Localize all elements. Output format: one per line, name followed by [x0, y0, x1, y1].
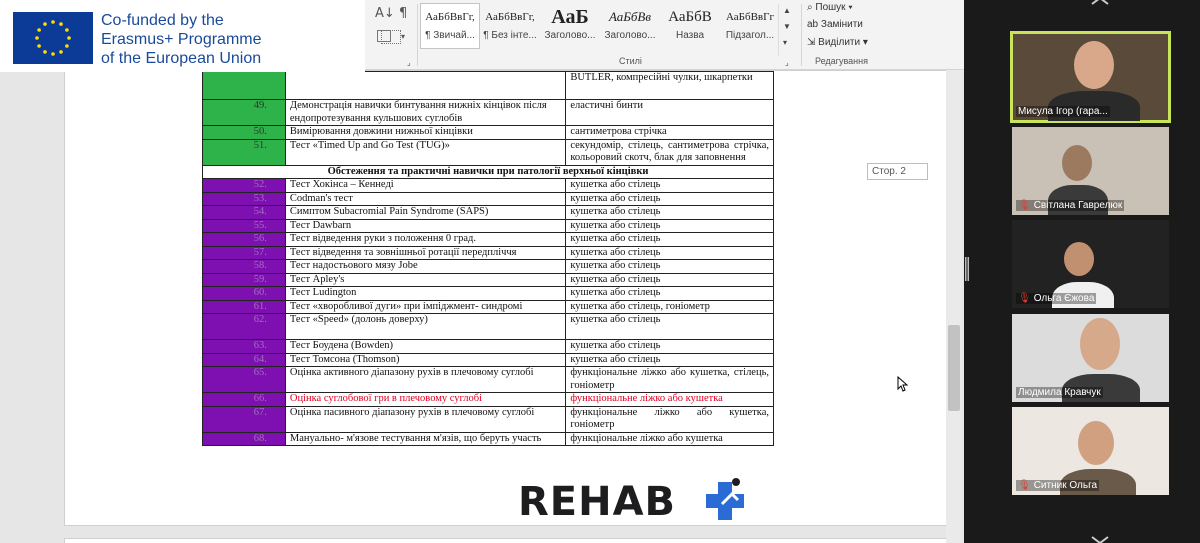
row-number: [203, 72, 286, 100]
style-preset[interactable]: [721, 4, 779, 48]
equipment: кушетка або стілець: [566, 246, 774, 260]
eu-star-icon: [65, 44, 69, 48]
table-row: [203, 233, 774, 247]
test-name: Тест Ludington: [285, 287, 565, 301]
test-name: Codman's тест: [285, 192, 565, 206]
style-preset[interactable]: [601, 4, 659, 48]
eu-star-icon: [43, 50, 47, 54]
editing-group-label: Редагування: [815, 56, 868, 66]
chevron-down-icon[interactable]: ▾: [401, 32, 406, 41]
participant-video-tile[interactable]: [1012, 314, 1169, 402]
test-name: Оцінка активного діапазону рухів в плечовому суглобі: [285, 367, 565, 393]
section-header-row: [203, 165, 774, 179]
test-name: Тест Хокінса – Кеннеді: [285, 179, 565, 193]
equipment: кушетка або стілець: [566, 260, 774, 274]
row-number: 64.: [203, 353, 286, 367]
equipment: кушетка або стілець: [566, 273, 774, 287]
table-row: [203, 432, 774, 446]
equipment: функціональне ліжко або кушетка: [566, 393, 774, 407]
test-name: Тест відведення та зовнішньої ротації передпліччя: [285, 246, 565, 260]
table-row: [203, 219, 774, 233]
erasmus-line: Erasmus+ Programme: [101, 31, 262, 48]
participant-face: [1062, 145, 1092, 181]
equipment: кушетка або стілець: [566, 192, 774, 206]
equipment: функціональне ліжко або кушетка, гоніометр: [566, 406, 774, 432]
eu-star-icon: [37, 44, 41, 48]
table-row: [203, 367, 774, 393]
table-row: [203, 273, 774, 287]
styles-scroll[interactable]: [778, 4, 796, 56]
row-number: 53.: [203, 192, 286, 206]
page-indicator: Стор. 2: [867, 163, 928, 180]
equipment: функціональне ліжко або кушетка: [566, 432, 774, 446]
muted-microphone-icon: 🎙: [1018, 293, 1031, 304]
style-sample: АаБбВ: [668, 9, 712, 25]
row-number: 54.: [203, 206, 286, 220]
row-number: 67.: [203, 406, 286, 432]
style-label: ¶ Звичай...: [425, 30, 475, 41]
style-sample: АаБбВв: [608, 9, 652, 24]
participant-name-label: [1016, 106, 1110, 117]
select-button[interactable]: ⇲ Виділити ▾: [807, 37, 868, 48]
eu-star-icon: [37, 28, 41, 32]
row-number: 52.: [203, 179, 286, 193]
row-number: 66.: [203, 393, 286, 407]
participant-name: Мисула Ігор (гара...: [1018, 106, 1108, 117]
participant-name-label: [1016, 293, 1096, 304]
erasmus-text: [101, 11, 361, 68]
row-number: 57.: [203, 246, 286, 260]
table-row: [203, 126, 774, 140]
next-page: [64, 538, 950, 543]
pilcrow-icon[interactable]: ¶: [399, 6, 408, 21]
equipment: кушетка або стілець, гоніометр: [566, 300, 774, 314]
test-name: Тест Dawbarn: [285, 219, 565, 233]
eu-star-icon: [35, 36, 39, 40]
scroll-thumb[interactable]: [948, 325, 960, 411]
participant-name: Людмила Кравчук: [1018, 387, 1101, 398]
equipment: еластичні бинти: [566, 100, 774, 126]
table-row: [203, 393, 774, 407]
participant-video-tile[interactable]: [1012, 407, 1169, 495]
row-number: 59.: [203, 273, 286, 287]
participant-name-label: [1016, 480, 1099, 491]
table-row: [203, 406, 774, 432]
table-row: [203, 100, 774, 126]
style-label: Заголово...: [544, 30, 596, 41]
style-sample: АаБбВвГг: [726, 11, 774, 23]
equipment: кушетка або стілець: [566, 179, 774, 193]
test-name: [285, 72, 565, 100]
borders-icon[interactable]: [381, 30, 401, 44]
mouse-cursor-icon: [897, 376, 909, 392]
style-label: Назва: [675, 30, 705, 41]
equipment: кушетка або стілець: [566, 314, 774, 340]
equipment: BUTLER, компресійні чулки, шкарпетки: [566, 72, 774, 100]
participant-video-tile[interactable]: [1012, 127, 1169, 215]
style-label: Заголово...: [604, 30, 656, 41]
rehab-logo-text: REHAB: [518, 479, 677, 525]
table-row: [203, 206, 774, 220]
equipment: кушетка або стілець: [566, 233, 774, 247]
test-name: Демонстрація навички бинтування нижніх кінцівок після ендопротезування кульшових суглобів: [285, 100, 565, 126]
word-ribbon: [365, 0, 964, 70]
table-row: [203, 340, 774, 354]
eu-star-icon: [43, 22, 47, 26]
style-sample: АаБбВвГг,: [425, 11, 475, 23]
eu-star-icon: [67, 36, 71, 40]
table-row: [203, 246, 774, 260]
sort-icon[interactable]: A↓: [375, 6, 395, 21]
scroll-up-icon[interactable]: ▲: [783, 6, 791, 15]
participant-face: [1064, 242, 1094, 276]
dialog-launcher-icon[interactable]: ⌟: [407, 58, 411, 67]
table-row: [203, 179, 774, 193]
row-number: 65.: [203, 367, 286, 393]
test-name: Оцінка пасивного діапазону рухів в плечовому суглобі: [285, 406, 565, 432]
eu-star-icon: [51, 52, 55, 56]
vertical-scrollbar[interactable]: [946, 0, 962, 543]
row-number: 49.: [203, 100, 286, 126]
styles-group-label: Стилі: [619, 56, 642, 66]
participant-face: [1078, 421, 1114, 465]
participant-name: Ситник Ольга: [1033, 480, 1098, 491]
replace-icon: ab: [807, 19, 821, 30]
row-number: 60.: [203, 287, 286, 301]
equipment: сантиметрова стрічка: [566, 126, 774, 140]
rehab-logo-icon: [700, 472, 750, 522]
document-table: [202, 71, 774, 446]
participant-name-label: [1016, 387, 1103, 398]
test-name: Оцінка суглобової гри в плечовому суглобі: [285, 393, 565, 407]
style-label: ¶ Без інте...: [483, 30, 537, 41]
section-title: Обстеження та практичні навички при патології верхньої кінцівки: [203, 165, 774, 179]
style-preset[interactable]: [481, 4, 539, 48]
scroll-down-icon[interactable]: ▼: [783, 22, 791, 31]
row-number: 68.: [203, 432, 286, 446]
more-styles-icon[interactable]: ▾: [783, 38, 788, 47]
search-icon: ⌕: [807, 2, 816, 13]
style-sample: АаБбВвГг,: [485, 11, 535, 23]
test-name: Тест Томсона (Thomson): [285, 353, 565, 367]
table-row: [203, 192, 774, 206]
muted-microphone-icon: 🎙: [1018, 200, 1031, 211]
style-preset[interactable]: [421, 4, 479, 48]
test-name: Тест відведення руки з положення 0 град.: [285, 233, 565, 247]
eu-flag-icon: [13, 12, 93, 64]
equipment: кушетка або стілець: [566, 287, 774, 301]
ribbon-divider: [417, 4, 418, 66]
test-name: Тест «Timed Up and Go Test (TUG)»: [285, 139, 565, 165]
panel-splitter-handle[interactable]: [964, 257, 970, 281]
participant-name: Світлана Гаврелюк: [1033, 200, 1123, 211]
table-row: [203, 260, 774, 274]
table-row: [203, 314, 774, 340]
erasmus-line: of the European Union: [101, 50, 262, 67]
equipment: кушетка або стілець: [566, 206, 774, 220]
equipment: кушетка або стілець: [566, 219, 774, 233]
participant-name-label: [1016, 200, 1124, 211]
equipment: кушетка або стілець: [566, 353, 774, 367]
erasmus-banner: [0, 0, 365, 72]
test-name: Вимірювання довжини нижньої кінцівки: [285, 126, 565, 140]
participant-face: [1074, 41, 1114, 89]
muted-microphone-icon: 🎙: [1018, 480, 1031, 491]
row-number: 58.: [203, 260, 286, 274]
test-name: Тест «Speed» (долонь доверху): [285, 314, 565, 340]
eu-star-icon: [59, 22, 63, 26]
row-number: 55.: [203, 219, 286, 233]
participant-video-tile[interactable]: [1012, 33, 1169, 121]
eu-star-icon: [51, 20, 55, 24]
eu-star-icon: [59, 50, 63, 54]
expand-down-icon[interactable]: [1090, 535, 1110, 543]
ribbon-divider: [801, 4, 802, 66]
test-name: Тест Боудена (Bowden): [285, 340, 565, 354]
participant-name: Ольга Єжова: [1033, 293, 1095, 304]
replace-button[interactable]: ab Замінити: [807, 19, 863, 30]
table-row: [203, 139, 774, 165]
collapse-up-icon[interactable]: [1090, 0, 1110, 6]
participant-video-tile[interactable]: [1012, 220, 1169, 308]
row-number: 50.: [203, 126, 286, 140]
test-name: Мануально- м'язове тестування м'язів, що беруть участь: [285, 432, 565, 446]
test-name: Тест Apley's: [285, 273, 565, 287]
equipment: кушетка або стілець: [566, 340, 774, 354]
table-row-continuation: [203, 72, 774, 100]
find-button[interactable]: ⌕ Пошук ▾: [807, 2, 853, 13]
equipment: секундомір, стілець, сантиметрова стрічка, кольоровий скотч, блак для заповнення: [566, 139, 774, 165]
style-preset[interactable]: [541, 4, 599, 48]
row-number: 63.: [203, 340, 286, 354]
row-number: 61.: [203, 300, 286, 314]
table-row: [203, 287, 774, 301]
test-name: Тест «хворобливої дуги» при імпіджмент- синдромі: [285, 300, 565, 314]
erasmus-line: Co-funded by the: [101, 12, 224, 29]
style-sample: АаБ: [551, 6, 589, 28]
test-name: Симптом Subacromial Pain Syndrome (SAPS): [285, 206, 565, 220]
table-row: [203, 353, 774, 367]
equipment: функціональне ліжко або кушетка, стілець, гоніометр: [566, 367, 774, 393]
row-number: 51.: [203, 139, 286, 165]
row-number: 62.: [203, 314, 286, 340]
table-row: [203, 300, 774, 314]
style-preset[interactable]: [661, 4, 719, 48]
document-page[interactable]: [64, 70, 950, 526]
eu-star-icon: [65, 28, 69, 32]
styles-dialog-launcher-icon[interactable]: ⌟: [785, 58, 789, 67]
select-icon: ⇲: [807, 37, 819, 48]
style-label: Підзагол...: [725, 30, 775, 41]
participant-face: [1080, 318, 1120, 370]
test-name: Тест надостьового мязу Jobe: [285, 260, 565, 274]
row-number: 56.: [203, 233, 286, 247]
